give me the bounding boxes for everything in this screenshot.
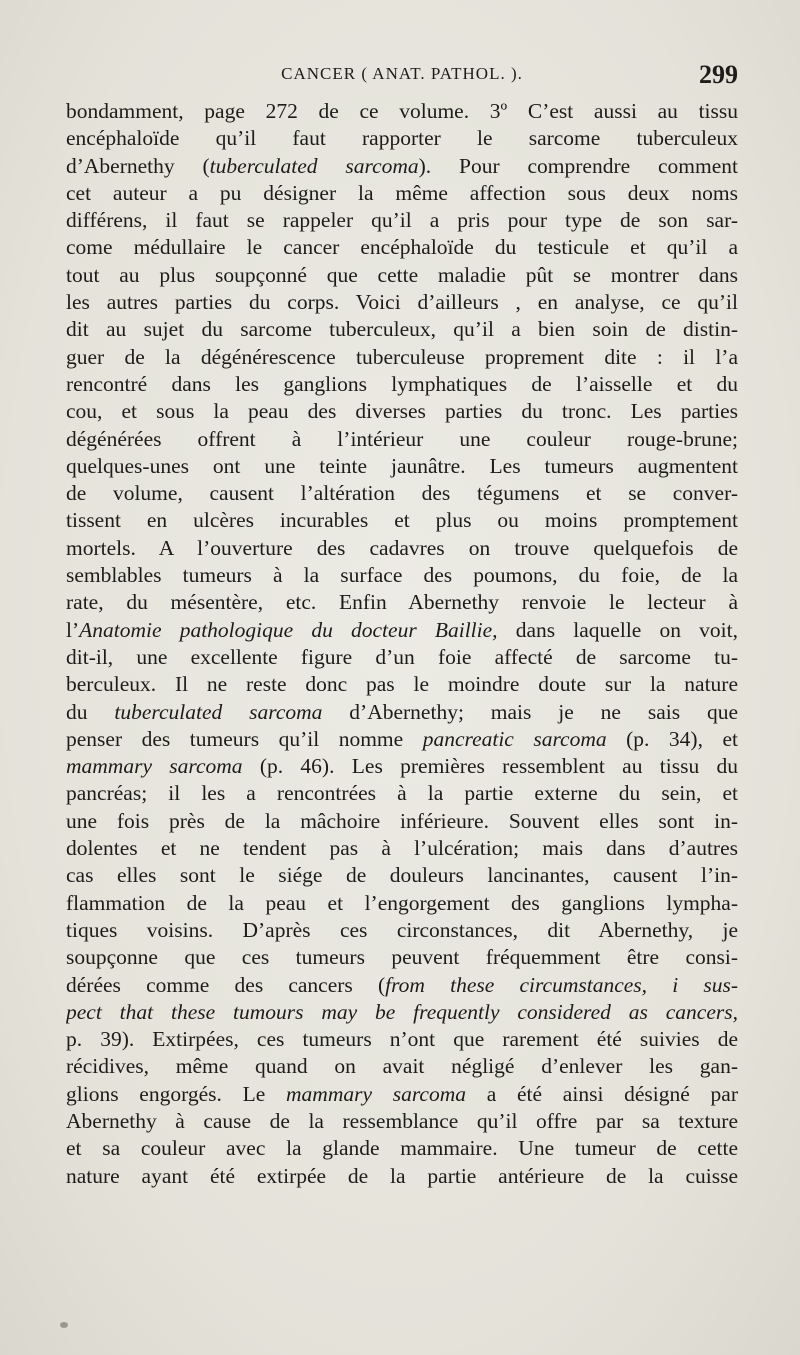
line-text: encéphaloïde qu’il faut rapporter le sarcome tuberculeux [66,126,738,151]
text-line [66,617,738,644]
line-text: dolentes et ne tendent pas à l’ulcération; mais dans d’autres [66,836,738,861]
line-italic-text: pect that these tumours may be frequently considered as cancers, [66,999,738,1024]
line-text: rate, du mésentère, etc. Enfin Abernethy renvoie le lecteur à [66,590,738,615]
text-line [66,262,738,289]
line-text: une fois près de la mâchoire inférieure. Souvent elles sont in- [66,808,738,833]
line-italic-text: mammary sarcoma [286,1081,467,1106]
text-line [66,1163,738,1190]
line-text: come médullaire le cancer encéphaloïde du testicule et qu’il a [66,235,738,260]
line-italic-text: tuberculated sarcoma [114,699,323,724]
line-text-after: dans laquelle on voit, [497,617,738,642]
running-head: CANCER ( ANAT. PATHOL. ). [281,64,523,83]
line-text: de volume, causent l’altération des tégumens et se conver- [66,481,738,506]
text-line [66,125,738,152]
line-text: bondamment, page 272 de ce volume. 3º C’est aussi au tissu [66,99,738,123]
text-line [66,753,738,780]
text-line [66,944,738,971]
text-line [66,180,738,207]
text-line [66,862,738,889]
text-line [66,890,738,917]
text-line [66,699,738,726]
text-line [66,535,738,562]
text-line [66,917,738,944]
line-text: tout au plus soupçonné que cette maladie pût se montrer dans [66,262,738,287]
text-line [66,644,738,671]
text-line [66,589,738,616]
text-line [66,1053,738,1080]
line-text: différens, il faut se rappeler qu’il a pris pour type de son sar- [66,208,738,233]
text-line [66,507,738,534]
line-text: pancréas; il les a rencontrées à la partie externe du sein, et [66,781,738,806]
line-italic-text: pancreatic sarcoma [422,726,607,751]
line-text: glions engorgés. Le [66,1081,287,1106]
page-header [66,60,738,96]
text-line [66,972,738,999]
text-line [66,371,738,398]
line-text: rencontré dans les ganglions lymphatiques de l’aisselle et du [66,371,738,396]
line-text: cas elles sont le siége de douleurs lancinantes, causent l’in- [66,863,738,888]
text-line [66,562,738,589]
line-text: semblables tumeurs à la surface des poumons, du foie, de la [66,563,738,588]
text-line [66,234,738,261]
line-text: quelques-unes ont une teinte jaunâtre. Les tumeurs augmentent [66,453,738,478]
line-text: cou, et sous la peau des diverses parties du tronc. Les parties [66,399,738,424]
line-text-after: ). Pour comprendre comment [418,153,738,178]
text-line [66,344,738,371]
text-line [66,207,738,234]
text-line [66,808,738,835]
line-italic-text: mammary sarcoma [66,754,243,779]
line-text: cet auteur a pu désigner la même affection sous deux noms [66,180,738,205]
ink-speck [60,1322,68,1328]
text-line [66,98,738,125]
line-text-after: d’Abernethy; mais je ne sais que [322,699,738,724]
line-text: mortels. A l’ouverture des cadavres on trouve quelquefois de [66,535,738,560]
line-text: récidives, même quand on avait négligé d’enlever les gan- [66,1054,738,1079]
line-text: guer de la dégénérescence tuberculeuse proprement dite : il l’a [66,344,738,369]
line-text: nature ayant été extirpée de la partie antérieure de la cuisse [66,1163,738,1188]
line-text-after: (p. 34), et [606,726,738,751]
text-line [66,153,738,180]
line-italic-text: Anatomie pathologique du docteur Baillie, [79,617,498,642]
text-line [66,1135,738,1162]
line-italic-text: from these circumstances, i sus- [385,972,738,997]
line-text-after: (p. 46). Les premières ressemblent au tissu du [242,754,738,779]
text-line [66,1026,738,1053]
line-text: tiques voisins. D’après ces circonstances, dit Abernethy, je [66,917,738,942]
page-number: 299 [699,60,738,89]
text-line [66,453,738,480]
text-line [66,999,738,1026]
line-text: du [66,699,115,724]
line-text: flammation de la peau et l’engorgement des ganglions lympha- [66,890,738,915]
line-text: Abernethy à cause de la ressemblance qu’il offre par sa texture [66,1108,738,1133]
line-text: et sa couleur avec la glande mammaire. Une tumeur de cette [66,1136,738,1161]
text-line [66,726,738,753]
text-line [66,835,738,862]
line-text-after: a été ainsi désigné par [466,1081,738,1106]
line-text: penser des tumeurs qu’il nomme [66,726,423,751]
text-line [66,671,738,698]
line-text: dit-il, une excellente figure d’un foie affecté de sarcome tu- [66,644,738,669]
text-line [66,1081,738,1108]
text-line [66,398,738,425]
line-text: dit au sujet du sarcome tuberculeux, qu’il a bien soin de distin- [66,317,738,342]
body-text [66,98,738,1190]
text-line [66,480,738,507]
text-line [66,1108,738,1135]
line-text: les autres parties du corps. Voici d’ailleurs , en analyse, ce qu’il [66,290,738,315]
line-italic-text: tuberculated sarcoma [209,153,419,178]
line-text: dérées comme des cancers ( [66,972,386,997]
line-text: tissent en ulcères incurables et plus ou moins promptement [66,508,738,533]
line-text: d’Abernethy ( [66,153,210,178]
line-text: soupçonne que ces tumeurs peuvent fréquemment être consi- [66,945,738,970]
line-text: p. 39). Extirpées, ces tumeurs n’ont que rarement été suivies de [66,1027,738,1052]
text-line [66,289,738,316]
line-text: dégénérées offrent à l’intérieur une couleur rouge-brune; [66,426,738,451]
text-line [66,316,738,343]
text-line [66,780,738,807]
text-line [66,426,738,453]
line-text: l’ [66,617,80,642]
line-text: berculeux. Il ne reste donc pas le moindre doute sur la nature [66,672,738,697]
